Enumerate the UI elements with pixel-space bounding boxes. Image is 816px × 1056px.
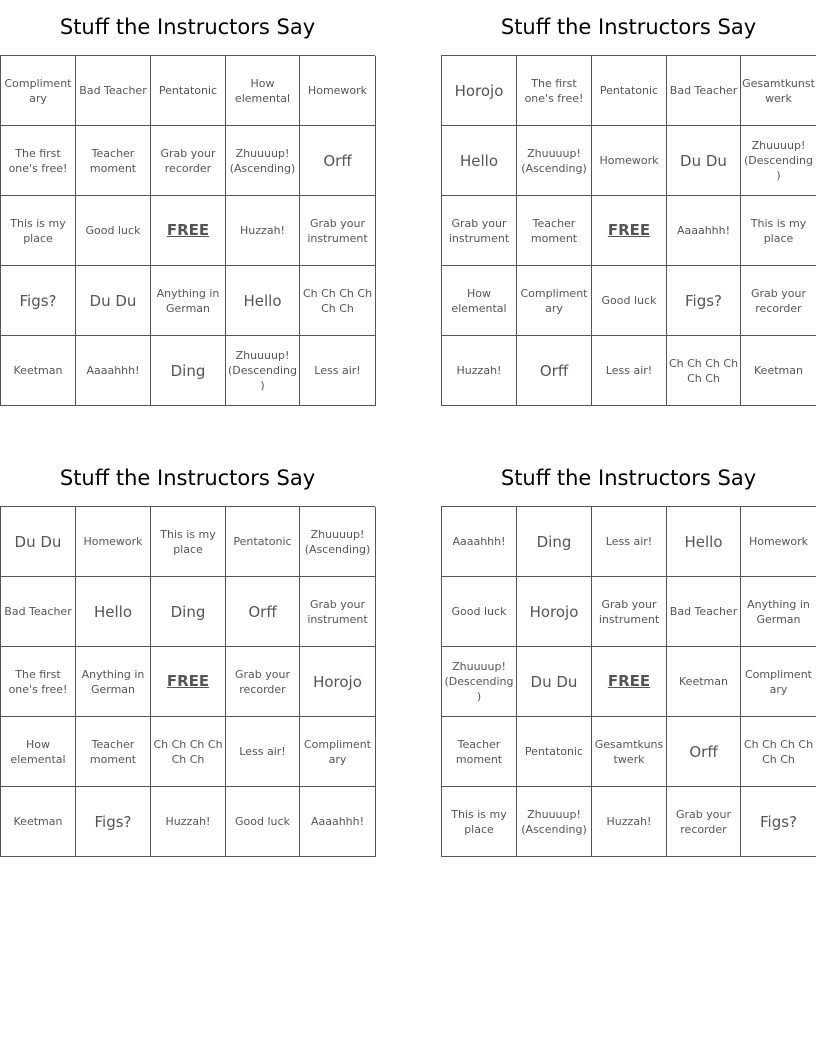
bingo-cell: Complimentary	[300, 717, 376, 787]
bingo-cell: Ch Ch Ch Ch Ch Ch	[741, 717, 816, 787]
bingo-cell: Figs?	[1, 266, 76, 336]
bingo-cell: Good luck	[226, 787, 300, 857]
bingo-card-2	[441, 0, 816, 406]
bingo-cell: Du Du	[76, 266, 151, 336]
bingo-cell: Pentatonic	[592, 56, 667, 126]
bingo-cell: Less air!	[300, 336, 376, 406]
bingo-cell: Huzzah!	[592, 787, 667, 857]
bingo-cell: Du Du	[1, 507, 76, 577]
bingo-cell: Aaaahhh!	[76, 336, 151, 406]
bingo-cell: Orff	[517, 336, 592, 406]
bingo-cell: The first one's free!	[1, 647, 76, 717]
bingo-cell: Good luck	[592, 266, 667, 336]
bingo-cell: Figs?	[667, 266, 741, 336]
card-title: Stuff the Instructors Say	[59, 15, 316, 39]
free-space: FREE	[151, 196, 226, 266]
bingo-cell: Keetman	[1, 787, 76, 857]
bingo-cell: Homework	[76, 507, 151, 577]
bingo-cell: Grab your recorder	[667, 787, 741, 857]
bingo-cell: Bad Teacher	[1, 577, 76, 647]
bingo-cell: Pentatonic	[226, 507, 300, 577]
bingo-cell: Ding	[151, 577, 226, 647]
bingo-cell: Zhuuuup! (Descending)	[741, 126, 816, 196]
bingo-grid	[441, 55, 816, 406]
bingo-cell: Pentatonic	[517, 717, 592, 787]
bingo-cell: Hello	[442, 126, 517, 196]
bingo-cell: Good luck	[76, 196, 151, 266]
bingo-cell: Homework	[300, 56, 376, 126]
bingo-cell: Orff	[300, 126, 376, 196]
bingo-cell: Teacher moment	[76, 717, 151, 787]
free-space: FREE	[151, 647, 226, 717]
bingo-cell: Hello	[226, 266, 300, 336]
bingo-cell: Orff	[667, 717, 741, 787]
bingo-cell: Du Du	[517, 647, 592, 717]
bingo-cell: This is my place	[741, 196, 816, 266]
bingo-card-4	[441, 451, 816, 857]
bingo-cell: How elemental	[442, 266, 517, 336]
bingo-cell: This is my place	[442, 787, 517, 857]
bingo-cell: Hello	[76, 577, 151, 647]
bingo-cell: The first one's free!	[1, 126, 76, 196]
bingo-cell: Homework	[741, 507, 816, 577]
bingo-cell: Aaaahhh!	[300, 787, 376, 857]
bingo-cell: Huzzah!	[151, 787, 226, 857]
bingo-cell: Anything in German	[76, 647, 151, 717]
bingo-cell: Ch Ch Ch Ch Ch Ch	[151, 717, 226, 787]
card-title: Stuff the Instructors Say	[500, 15, 757, 39]
bingo-cell: Complimentary	[1, 56, 76, 126]
bingo-cell: Zhuuuup! (Ascending)	[300, 507, 376, 577]
bingo-cell: Zhuuuup! (Descending)	[226, 336, 300, 406]
bingo-cell: Gesamtkunstwerk	[741, 56, 816, 126]
bingo-cell: Keetman	[1, 336, 76, 406]
bingo-cell: Keetman	[741, 336, 816, 406]
bingo-cell: The first one's free!	[517, 56, 592, 126]
bingo-cell: Less air!	[592, 507, 667, 577]
free-space: FREE	[592, 647, 667, 717]
bingo-cell: Less air!	[592, 336, 667, 406]
bingo-cell: Grab your instrument	[592, 577, 667, 647]
bingo-cell: Grab your recorder	[226, 647, 300, 717]
bingo-cell: Complimentary	[741, 647, 816, 717]
bingo-cell: Teacher moment	[442, 717, 517, 787]
bingo-cell: Gesamtkunstwerk	[592, 717, 667, 787]
bingo-cell: Figs?	[76, 787, 151, 857]
bingo-cell: Ding	[517, 507, 592, 577]
bingo-cell: This is my place	[151, 507, 226, 577]
bingo-cell: Zhuuuup! (Descending)	[442, 647, 517, 717]
bingo-cell: Huzzah!	[442, 336, 517, 406]
bingo-cell: Figs?	[741, 787, 816, 857]
bingo-cell: Bad Teacher	[76, 56, 151, 126]
bingo-cell: Ding	[151, 336, 226, 406]
bingo-cell: Less air!	[226, 717, 300, 787]
bingo-cell: Keetman	[667, 647, 741, 717]
bingo-cell: Homework	[592, 126, 667, 196]
bingo-cell: Horojo	[517, 577, 592, 647]
bingo-cell: Bad Teacher	[667, 56, 741, 126]
bingo-cell: Horojo	[442, 56, 517, 126]
bingo-cell: How elemental	[226, 56, 300, 126]
bingo-cell: Orff	[226, 577, 300, 647]
bingo-cell: This is my place	[1, 196, 76, 266]
bingo-cell: Anything in German	[151, 266, 226, 336]
bingo-cell: Teacher moment	[517, 196, 592, 266]
bingo-cell: Huzzah!	[226, 196, 300, 266]
bingo-cell: Teacher moment	[76, 126, 151, 196]
bingo-cell: Pentatonic	[151, 56, 226, 126]
bingo-grid	[441, 506, 816, 857]
bingo-cell: Complimentary	[517, 266, 592, 336]
bingo-cell: Good luck	[442, 577, 517, 647]
bingo-cell: Anything in German	[741, 577, 816, 647]
card-title: Stuff the Instructors Say	[59, 466, 316, 490]
bingo-cell: Grab your recorder	[741, 266, 816, 336]
bingo-card-1	[0, 0, 375, 406]
bingo-cell: Aaaahhh!	[667, 196, 741, 266]
bingo-grid	[0, 55, 375, 406]
free-space: FREE	[592, 196, 667, 266]
bingo-cell: Grab your recorder	[151, 126, 226, 196]
bingo-cell: Ch Ch Ch Ch Ch Ch	[667, 336, 741, 406]
bingo-cell: Zhuuuup! (Ascending)	[517, 126, 592, 196]
bingo-cell: Zhuuuup! (Ascending)	[226, 126, 300, 196]
bingo-cell: Horojo	[300, 647, 376, 717]
bingo-card-3	[0, 451, 375, 857]
bingo-cell: Grab your instrument	[442, 196, 517, 266]
card-title: Stuff the Instructors Say	[500, 466, 757, 490]
bingo-cell: How elemental	[1, 717, 76, 787]
bingo-cell: Ch Ch Ch Ch Ch Ch	[300, 266, 376, 336]
bingo-cell: Aaaahhh!	[442, 507, 517, 577]
bingo-cell: Hello	[667, 507, 741, 577]
bingo-cell: Grab your instrument	[300, 196, 376, 266]
bingo-cell: Bad Teacher	[667, 577, 741, 647]
bingo-cell: Du Du	[667, 126, 741, 196]
bingo-cell: Zhuuuup! (Ascending)	[517, 787, 592, 857]
bingo-cell: Grab your instrument	[300, 577, 376, 647]
bingo-grid	[0, 506, 375, 857]
